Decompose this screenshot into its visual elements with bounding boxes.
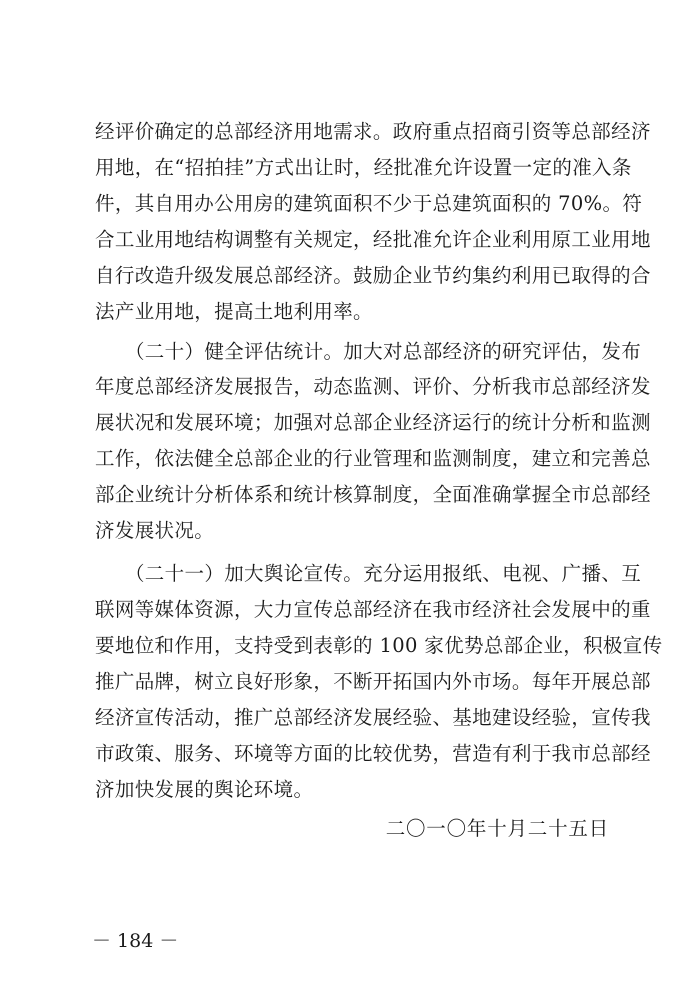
text-line: 件，其自用办公用房的建筑面积不少于总建筑面积的 70%。符 <box>95 192 643 215</box>
text-line: 年度总部经济发展报告，动态监测、评价、分析我市总部经济发 <box>95 375 651 398</box>
section-heading-line: （二十）健全评估统计。加大对总部经济的研究评估，发布 <box>95 340 642 363</box>
text-line: 经评价确定的总部经济用地需求。政府重点招商引资等总部经济 <box>95 120 651 143</box>
page-number: － 184 － <box>92 930 179 952</box>
text-line: 经济宣传活动，推广总部经济发展经验、基地建设经验，宣传我 <box>95 706 651 729</box>
text-line: 合工业用地结构调整有关规定，经批准允许企业利用原工业用地 <box>95 228 651 251</box>
text-line: 工作，依法健全总部企业的行业管理和监测制度，建立和完善总 <box>95 447 651 470</box>
text-line: 联网等媒体资源，大力宣传总部经济在我市经济社会发展中的重 <box>95 598 651 621</box>
text-line: 展状况和发展环境；加强对总部企业经济运行的统计分析和监测 <box>95 411 651 434</box>
text-line: 自行改造升级发展总部经济。鼓励企业节约集约利用已取得的合 <box>95 264 651 287</box>
text-line: 部企业统计分析体系和统计核算制度，全面准确掌握全市总部经 <box>95 483 651 506</box>
text-line: 法产业用地，提高土地利用率。 <box>95 300 373 323</box>
text-line: 用地，在“招拍挂”方式出让时，经批准允许设置一定的准入条 <box>95 156 632 179</box>
text-line: 济发展状况。 <box>95 519 215 542</box>
text-line: 推广品牌，树立良好形象，不断开拓国内外市场。每年开展总部 <box>95 670 651 693</box>
text-line: 要地位和作用，支持受到表彰的 100 家优势总部企业，积极宣传 <box>95 634 663 657</box>
document-date: 二〇一〇年十月二十五日 <box>385 817 609 840</box>
text-line: 济加快发展的舆论环境。 <box>95 778 314 801</box>
section-heading-line: （二十一）加大舆论宣传。充分运用报纸、电视、广播、互 <box>95 562 642 585</box>
text-line: 市政策、服务、环境等方面的比较优势，营造有利于我市总部经 <box>95 742 651 765</box>
